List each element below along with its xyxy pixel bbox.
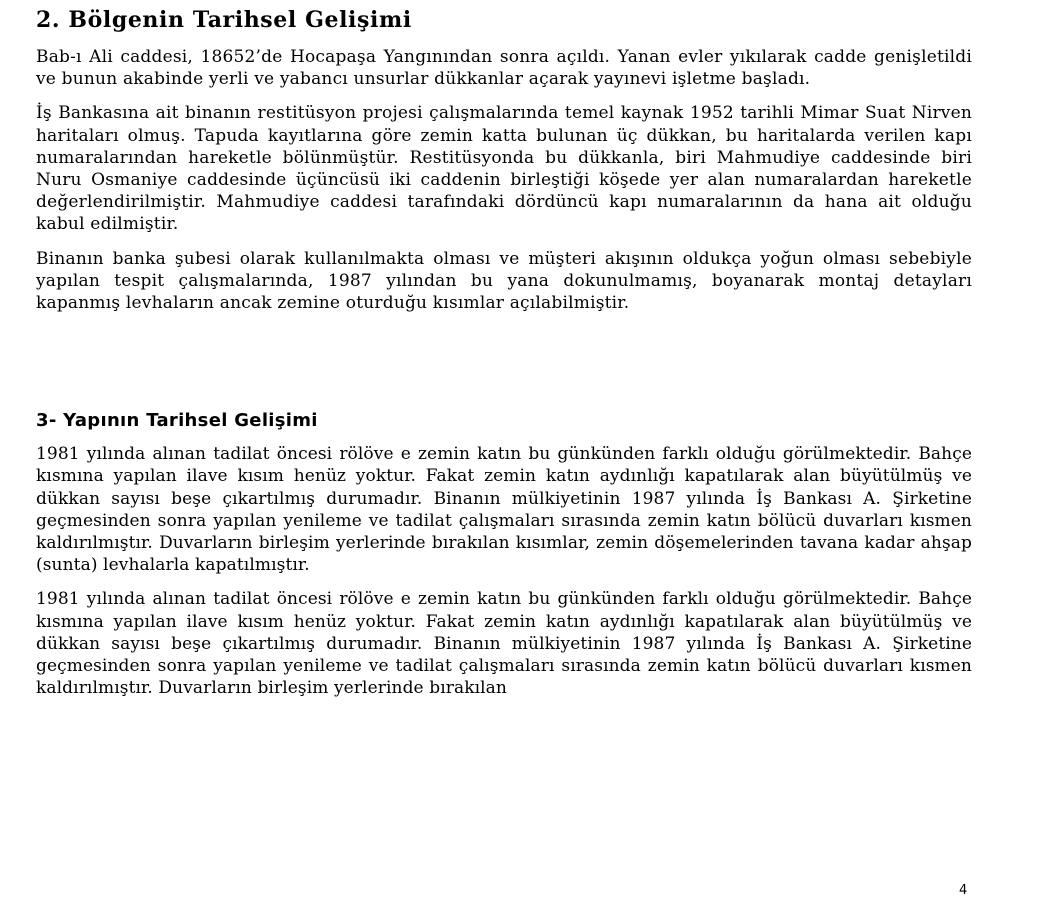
section-heading: 2. Bölgenin Tarihsel Gelişimi (36, 7, 412, 33)
document-page (36, 0, 972, 711)
paragraph: 1981 yılında alınan tadilat öncesi rölöve e zemin katın bu günkünden farklı olduğu görülmektedir. Bahçe kısmına yapılan ilave kısım henüz yoktur. Fakat zemin katın aydınlığı kapatılarak alan büyütülmüş ve dükkan sayısı beşe çıkartılmış durumadır. Binanın mülkiyetinin 1987 yılında İş Bankası A. Şirketine geçmesinden sonra yapılan yenileme ve tadilat çalışmaları sırasında zemin katın bölücü duvarları kısmen kaldırılmıştır. Duvarların birleşim yerlerinde bırakılan kısımlar, zemin döşemelerinden tavana kadar ahşap (sunta) levhalarla kapatılmıştır. (36, 444, 972, 576)
paragraph: İş Bankasına ait binanın restitüsyon projesi çalışmalarında temel kaynak 1952 tarihli Mimar Suat Nirven haritaları olmuş. Tapuda kayıtlarına göre zemin katta bulunan üç dükkan, bu haritalarda verilen kapı numaralarından hareketle bölünmüştür. Restitüsyonda bu dükkanla, biri Mahmudiye caddesinde biri Nuru Osmaniye caddesinde üçüncüsü iki caddenin birleştiği köşede yer alan numaralardan hareketle değerlendirilmiştir. Mahmudiye caddesi tarafındaki dördüncü kapı numaralarının da hana ait olduğu kabul edilmiştir. (36, 103, 972, 235)
page-number: 4 (959, 883, 968, 898)
paragraph: Bab-ı Ali caddesi, 18652’de Hocapaşa Yangınından sonra açıldı. Yanan evler yıkılarak cadde genişletildi ve bunun akabinde yerli ve yabancı unsurlar dükkanlar açarak yayınevi işletme başladı. (36, 47, 972, 90)
section-regional-history (36, 6, 972, 314)
section-heading: 3- Yapının Tarihsel Gelişimi (36, 410, 318, 432)
section-building-history (36, 409, 972, 699)
paragraph: 1981 yılında alınan tadilat öncesi rölöve e zemin katın bu günkünden farklı olduğu görülmektedir. Bahçe kısmına yapılan ilave kısım henüz yoktur. Fakat zemin katın aydınlığı kapatılarak alan büyütülmüş ve dükkan sayısı beşe çıkartılmış durumadır. Binanın mülkiyetinin 1987 yılında İş Bankası A. Şirketine geçmesinden sonra yapılan yenileme ve tadilat çalışmaları sırasında zemin katın bölücü duvarları kısmen kaldırılmıştır. Duvarların birleşim yerlerinde bırakılan (36, 589, 972, 699)
paragraph: Binanın banka şubesi olarak kullanılmakta olması ve müşteri akışının oldukça yoğun olması sebebiyle yapılan tespit çalışmalarında, 1987 yılından bu yana dokunulmamış, boyanarak montaj detayları kapanmış levhaların ancak zemine oturduğu kısımlar açılabilmiştir. (36, 248, 972, 314)
spacer (36, 326, 972, 409)
